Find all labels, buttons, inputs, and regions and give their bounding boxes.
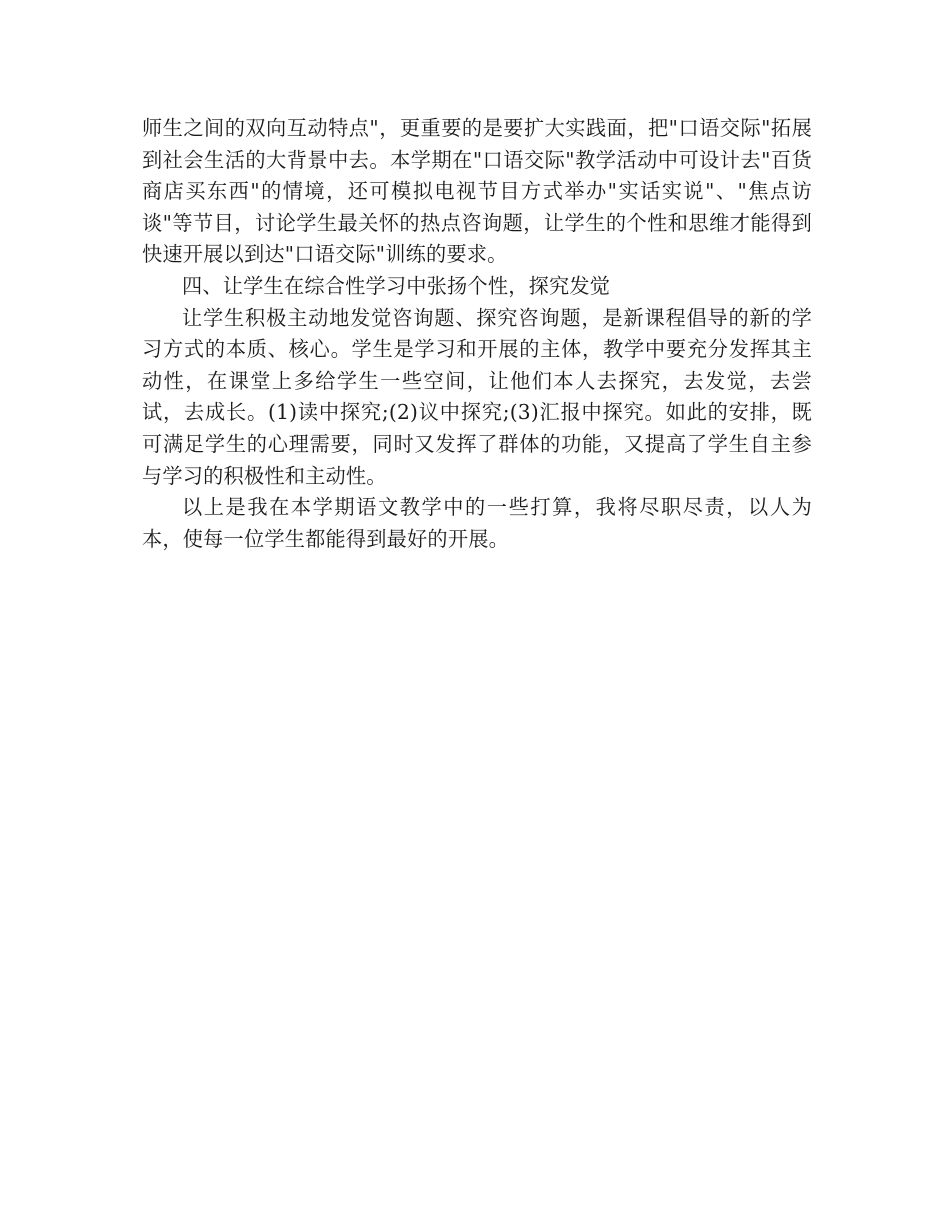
paragraph-inquiry-learning: 让学生积极主动地发觉咨询题、探究咨询题，是新课程倡导的新的学习方式的本质、核心。学生是学习和开展的主体，教学中要充分发挥其主动性，在课堂上多给学生一些空间，让他们本人去探究，去发觉，去尝试，去成长。(1)读中探究;(2)议中探究;(3)汇报中探究。如此的安排，既可满足学生的心理需要，同时又发挥了群体的功能，又提高了学生自主参与学习的积极性和主动性。 [142, 305, 812, 488]
paragraph-closing: 以上是我在本学期语文教学中的一些打算，我将尽职尽责，以人为本，使每一位学生都能得到最好的开展。 [142, 495, 812, 551]
document-body [142, 113, 812, 555]
section-heading-four: 四、让学生在综合性学习中张扬个性，探究发觉 [182, 273, 611, 298]
paragraph-continuation: 师生之间的双向互动特点"，更重要的是要扩大实践面，把"口语交际"拓展到社会生活的大背景中去。本学期在"口语交际"教学活动中可设计去"百货商店买东西"的情境，还可模拟电视节目方式举办"实话实说"、"焦点访谈"等节目，讨论学生最关怀的热点咨询题，让学生的个性和思维才能得到快速开展以到达"口语交际"训练的要求。 [142, 116, 812, 267]
